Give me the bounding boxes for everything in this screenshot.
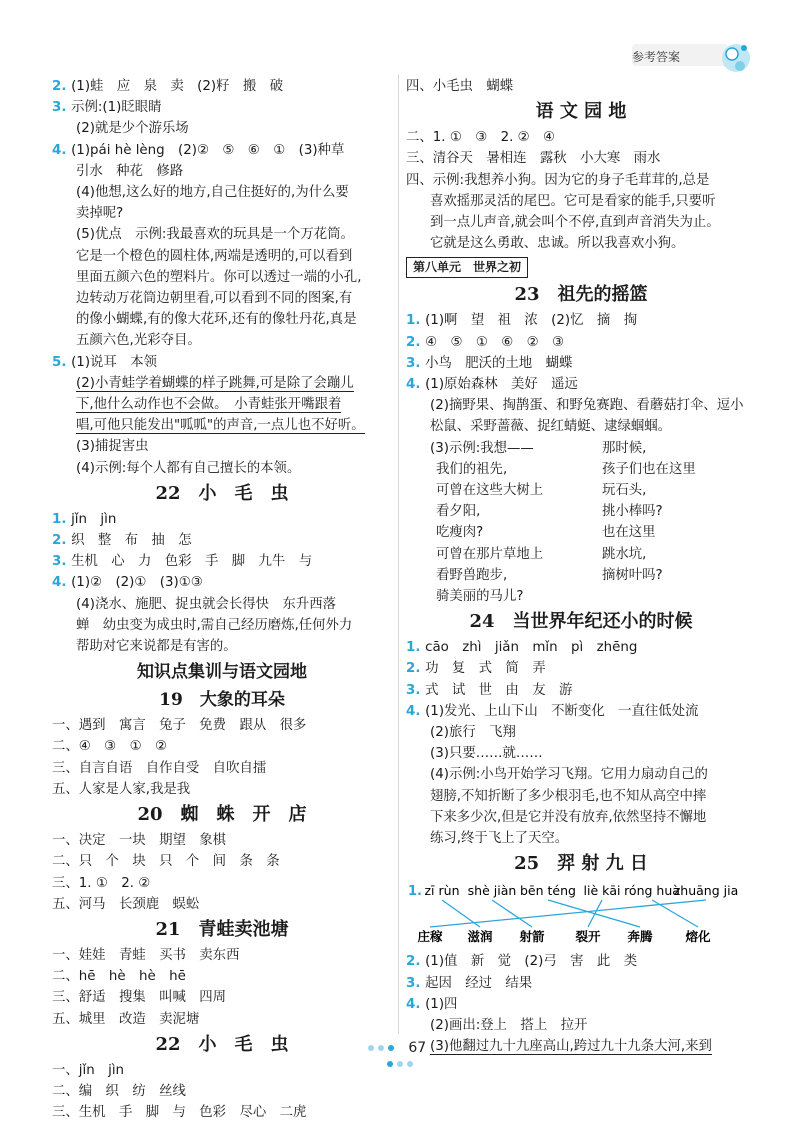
answer-line — [406, 395, 756, 416]
answer-line — [406, 828, 756, 849]
answer-text: 二、hē hè hè hē — [52, 969, 186, 985]
answer-text: 一、决定 一块 期望 象棋 — [52, 833, 227, 849]
answer-text: 二、只 个 块 只 个 间 条 条 — [52, 854, 280, 870]
answer-text: 三、舒适 搜集 叫喊 四周 — [52, 990, 227, 1006]
answer-line — [52, 1102, 392, 1123]
answer-text: 五颜六色,光彩夺目。 — [76, 333, 201, 349]
poem-line: 跳水坑, — [602, 546, 647, 562]
answer-text: 翅膀,不知折断了多少根羽毛,也不知从高空中摔 — [430, 788, 707, 804]
answer-text: 四、示例:我想养小狗。因为它的身子毛茸茸的,总是 — [406, 172, 710, 188]
answer-line — [406, 701, 756, 722]
answer-line — [52, 373, 392, 394]
answer-line — [406, 233, 756, 254]
pinyin-item: shè jiàn — [467, 883, 517, 899]
answer-text: jǐn jìn — [71, 511, 117, 527]
answer-text: 小鸟 肥沃的土地 蝴蝶 — [425, 355, 573, 371]
answer-text: 三、自言自语 自作自受 自吹自擂 — [52, 760, 267, 776]
answer-text: 喜欢摇那灵活的尾巴。它可是看家的能手,只要听 — [430, 193, 716, 209]
answer-line — [406, 764, 756, 785]
poem-line: 可曾在那片草地上 — [436, 546, 544, 562]
answer-line — [52, 330, 392, 351]
answer-text: (1)蛙 应 泉 卖 (2)籽 搬 破 — [71, 79, 284, 94]
answer-line — [52, 636, 392, 657]
answer-text: ④ ⑤ ① ⑥ ② ③ — [425, 334, 565, 350]
answer-line — [406, 148, 756, 169]
answer-line — [52, 118, 392, 139]
poem-right — [602, 438, 696, 608]
section-heading: 22 小 毛 虫 — [155, 1033, 289, 1055]
answer-text: 二、1. ① ③ 2. ② ④ — [406, 130, 556, 146]
pinyin-item: zhuāng jia — [673, 883, 739, 899]
answer-text: 下,他什么动作也不会做。 小青蛙张开嘴跟着 — [76, 397, 342, 413]
answer-line — [406, 658, 756, 679]
match-line — [588, 900, 602, 927]
answer-line — [406, 994, 756, 1015]
answer-text: 二、编 织 纺 丝线 — [52, 1083, 186, 1099]
section-heading: 23 祖先的摇篮 — [514, 284, 648, 306]
answer-line — [52, 1060, 392, 1081]
answer-line — [406, 786, 756, 807]
answer-text: 二、④ ③ ① ② — [52, 739, 167, 755]
poem-block — [406, 438, 756, 608]
answer-text: (1)说耳 本领 — [71, 354, 157, 370]
right-bottom-section — [406, 951, 756, 1057]
answer-text: cāo zhì jiǎn mǐn pì zhēng — [425, 640, 638, 656]
match-line — [430, 900, 706, 927]
answer-line — [406, 76, 756, 97]
question-number: 3. — [406, 682, 426, 698]
answer-line — [52, 851, 392, 872]
answer-line — [52, 458, 392, 479]
answer-text: (4)示例:小鸟开始学习飞翔。它用力扇动自己的 — [430, 767, 708, 783]
answer-line — [52, 594, 392, 615]
word-item: 庄稼 — [417, 929, 443, 945]
answer-line — [406, 310, 756, 331]
answer-text: (2)画出:登上 搭上 拉开 — [430, 1017, 588, 1033]
question-number: 4. — [52, 142, 72, 158]
answer-text: 唱,可他只能发出"呱呱"的声音,一点儿也不好听。 — [76, 418, 365, 434]
answer-line — [52, 779, 392, 800]
answer-text: (1)② (2)① (3)①③ — [71, 575, 203, 591]
answer-text: 功 复 式 简 弄 — [425, 661, 546, 677]
answer-line — [52, 224, 392, 245]
answer-line — [52, 76, 392, 97]
question-number: 4. — [52, 575, 72, 591]
answer-text: 生机 心 力 色彩 手 脚 九牛 与 — [71, 554, 313, 570]
section-heading: 知识点集训与语文园地 — [137, 662, 307, 683]
answer-line — [406, 951, 756, 972]
poem-line: 也在这里 — [602, 525, 656, 541]
poem-intro: (3)示例:我想—— — [430, 440, 534, 456]
answer-line — [52, 415, 392, 436]
answer-line — [406, 191, 756, 212]
answer-text: 五、河马 长颈鹿 蜈蚣 — [52, 896, 200, 912]
section-heading: 22 小 毛 虫 — [155, 482, 289, 504]
answer-line — [52, 509, 392, 530]
answer-text: 一、遇到 寓言 兔子 免费 跟从 很多 — [52, 718, 307, 734]
word-item: 射箭 — [519, 929, 545, 945]
question-number: 4. — [406, 377, 426, 393]
answer-text: 五、人家是人家,我是我 — [52, 781, 191, 797]
answer-text: 下来多少次,但是它并没有放弃,依然坚持不懈地 — [430, 809, 707, 825]
answer-text: (1)值 新 觉 (2)弓 害 此 类 — [425, 954, 638, 970]
answer-text: 四、小毛虫 蝴蝶 — [406, 79, 514, 94]
answer-line — [52, 267, 392, 288]
word-item: 熔化 — [685, 929, 711, 945]
answer-line — [52, 97, 392, 118]
answer-text: (1)pái hè lèng (2)② ⑤ ⑥ ① (3)种草 — [71, 142, 345, 158]
answer-line — [52, 873, 392, 894]
question-number: 3. — [52, 554, 72, 570]
answer-line — [406, 973, 756, 994]
page-footer — [360, 1040, 440, 1072]
answer-line — [406, 637, 756, 658]
question-number: 1. — [406, 640, 426, 656]
answer-line — [52, 436, 392, 457]
answer-line — [406, 807, 756, 828]
answer-line — [52, 352, 392, 373]
question-number: 3. — [406, 975, 426, 991]
pinyin-item: liè kāi — [583, 883, 621, 899]
question-number: 1. — [408, 884, 422, 900]
answer-line — [52, 758, 392, 779]
answer-text: 它是一个橙色的圆柱体,两端是透明的,可以看到 — [76, 248, 353, 264]
poem-line: 摘树叶吗? — [602, 567, 663, 583]
pinyin-item: bēn téng — [520, 883, 576, 899]
answer-line — [406, 332, 756, 353]
answer-text: (3)他翻过九十九座高山,跨过九十九条大河,来到 — [430, 1039, 712, 1055]
answer-text: 蝉 幼虫变为成虫时,需自己经历磨炼,任何外力 — [76, 617, 353, 633]
poem-line: 玩石头, — [602, 483, 647, 499]
answer-text: 三、生机 手 脚 与 色彩 尽心 二虎 — [52, 1105, 307, 1121]
answer-line — [52, 288, 392, 309]
pinyin-item: róng huà — [624, 883, 680, 899]
answer-text: 织 整 布 抽 怎 — [71, 533, 192, 549]
answer-text: (3)捕捉害虫 — [76, 439, 149, 455]
answer-line — [406, 1036, 756, 1057]
question-number: 5. — [52, 354, 72, 370]
right-top-section — [406, 76, 756, 438]
page-number: 67 — [408, 1040, 427, 1056]
answer-line — [52, 246, 392, 267]
answer-line — [52, 987, 392, 1008]
answer-line — [406, 743, 756, 764]
answer-text: (3)只要……就…… — [430, 746, 543, 762]
match-line — [492, 900, 532, 927]
answer-text: (2)就是少个游乐场 — [76, 121, 189, 137]
answer-text: (1)啊 望 祖 浓 (2)忆 摘 掏 — [425, 313, 638, 329]
question-number: 2. — [406, 954, 426, 970]
answer-text: 起因 经过 结果 — [425, 975, 533, 991]
answer-text: 一、娃娃 青蛙 买书 卖东西 — [52, 947, 240, 963]
answer-text: (4)浇水、施肥、捉虫就会长得快 东升西落 — [76, 596, 336, 612]
section-heading: 21 青蛙卖池塘 — [155, 918, 289, 940]
answer-line — [52, 309, 392, 330]
question-number: 1. — [406, 313, 426, 329]
section-heading: 19 大象的耳朵 — [159, 690, 285, 711]
answer-text: 五、城里 改造 卖泥塘 — [52, 1011, 200, 1027]
answer-text: (2)旅行 飞翔 — [430, 725, 516, 741]
answer-text: 引水 种花 修路 — [76, 163, 184, 179]
answer-line — [52, 551, 392, 572]
answer-line — [52, 182, 392, 203]
poem-line: 骑美丽的马儿? — [436, 589, 524, 605]
answer-line — [52, 1081, 392, 1102]
matching-exercise — [406, 879, 756, 949]
answer-line — [52, 140, 392, 161]
question-number: 3. — [406, 355, 426, 371]
answer-line — [52, 966, 392, 987]
poem-line: 看野兽跑步, — [436, 567, 508, 583]
answer-text: 式 试 世 由 友 游 — [425, 682, 573, 698]
poem-left — [406, 438, 602, 608]
answer-text: 松鼠、采野蔷薇、捉红蜻蜓、逮绿蝈蝈。 — [430, 419, 672, 435]
poem-line: 看夕阳, — [436, 504, 481, 520]
answer-text: 三、清谷天 暑相连 露秋 小大寒 雨水 — [406, 151, 661, 167]
answer-text: 三、1. ① 2. ② — [52, 875, 151, 891]
answer-line — [406, 353, 756, 374]
answer-text: (1)四 — [425, 996, 458, 1012]
pinyin-item: zī rùn — [424, 883, 460, 899]
answer-text: 练习,终于飞上了天空。 — [430, 831, 569, 847]
answer-text: 到一点儿声音,就会叫个不停,直到声音消失为止。 — [430, 215, 720, 231]
answer-text: 的像小蝴蝶,有的像大花环,还有的像牡丹花,真是 — [76, 312, 357, 328]
question-number: 2. — [406, 661, 426, 677]
question-number: 2. — [406, 334, 426, 350]
answer-text: (1)原始森林 美好 遥远 — [425, 377, 578, 393]
section-heading: 语 文 园 地 — [535, 101, 627, 123]
section-heading: 25 羿 射 九 日 — [514, 853, 648, 875]
section-heading: 20 蜘 蛛 开 店 — [137, 804, 307, 826]
answer-line — [52, 615, 392, 636]
section-heading: 24 当世界年纪还小的时候 — [469, 611, 693, 633]
answer-text: (2)小青蛙学着蝴蝶的样子跳舞,可是除了会蹦儿 — [76, 375, 354, 391]
answer-line — [52, 830, 392, 851]
unit-label: 第八单元 世界之初 — [406, 257, 528, 278]
poem-line: 那时候, — [602, 440, 647, 456]
question-number: 4. — [406, 996, 426, 1012]
question-number: 2. — [52, 533, 72, 549]
answer-line — [406, 374, 756, 395]
answer-line — [406, 416, 756, 437]
answer-line — [406, 722, 756, 743]
answer-text: (2)摘野果、掏鹊蛋、和野兔赛跑、看蘑菇打伞、逗小 — [430, 398, 744, 414]
poem-line: 吃瘦肉? — [436, 525, 484, 541]
right-mid-section — [406, 609, 756, 877]
answer-line — [52, 161, 392, 182]
unit-row — [406, 254, 756, 280]
answer-text: 卖掉呢? — [76, 206, 124, 222]
answer-text: 帮助对它来说都是有害的。 — [76, 639, 237, 655]
answer-line — [52, 945, 392, 966]
answer-line — [406, 680, 756, 701]
answer-line — [406, 127, 756, 148]
answer-text: (4)示例:每个人都有自己擅长的本领。 — [76, 460, 301, 476]
column-divider — [398, 74, 399, 1034]
question-number: 3. — [52, 100, 72, 116]
poem-line: 孩子们也在这里 — [602, 461, 696, 477]
question-number: 1. — [52, 511, 72, 527]
question-number: 4. — [406, 703, 426, 719]
answer-text: 边转动万花筒边朝里看,可以看到不同的图案,有 — [76, 291, 353, 307]
answer-line — [406, 212, 756, 233]
answer-line — [52, 894, 392, 915]
answer-line — [52, 736, 392, 757]
answer-text: 里面五颜六色的塑料片。你可以透过一端的小孔, — [76, 269, 362, 285]
word-item: 滋润 — [467, 929, 493, 945]
answer-text: 它就是这么勇敢、忠诚。所以我喜欢小狗。 — [430, 236, 685, 252]
answer-line — [406, 1015, 756, 1036]
answer-text: (1)发光、上山下山 不断变化 一直往低处流 — [425, 703, 699, 719]
answer-text: (5)优点 示例:我最喜欢的玩具是一个万花筒。 — [76, 227, 354, 243]
answer-text: (4)他想,这么好的地方,自己住挺好的,为什么要 — [76, 185, 349, 201]
poem-line: 我们的祖先, — [436, 461, 508, 477]
badge-label: 参考答案 — [632, 50, 681, 64]
question-number: 2. — [52, 79, 72, 94]
answer-text: 示例:(1)眨眼睛 — [71, 100, 162, 116]
answer-line — [52, 394, 392, 415]
left-column — [52, 76, 392, 1123]
answer-line — [52, 1009, 392, 1030]
poem-line: 可曾在这些大树上 — [436, 483, 544, 499]
answer-line — [52, 715, 392, 736]
answer-line — [52, 572, 392, 593]
answer-line — [406, 170, 756, 191]
answer-line — [52, 203, 392, 224]
poem-line: 挑小棒吗? — [602, 504, 663, 520]
answer-line — [52, 530, 392, 551]
word-item: 奔腾 — [627, 929, 653, 945]
word-item: 裂开 — [575, 929, 601, 945]
answer-text: 一、jǐn jìn — [52, 1062, 125, 1078]
